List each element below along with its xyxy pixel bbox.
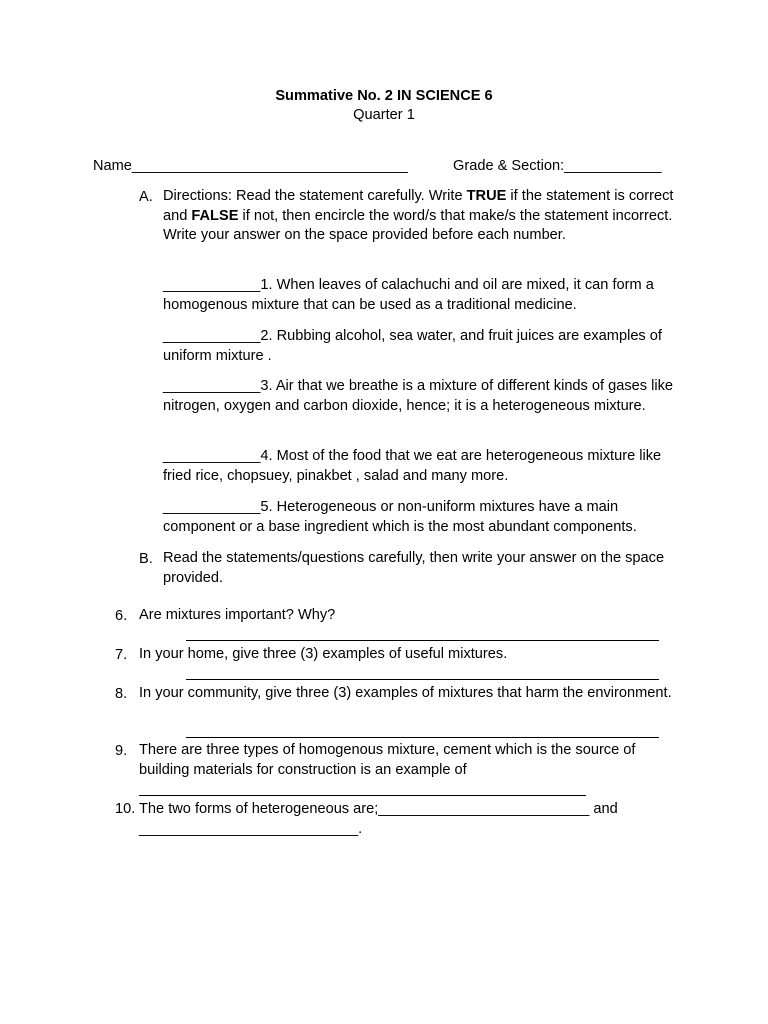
directions-text-3: if not, then encircle the word/s that make/s the statement incorrect. Write your answer on the space provided before each number. [163,207,673,244]
section-a-letter: A. [139,189,153,205]
directions-false: FALSE [191,207,239,224]
question-7-answer-line [186,679,659,680]
question-10-text-line-1: The two forms of heterogeneous are;__________________________ and [139,801,618,817]
question-9-number: 9. [115,743,128,759]
true-false-item-1: ____________1. When leaves of calachuchi and oil are mixed, it can form a homogenous mixture that can be used as a traditional medicine. [163,277,654,313]
directions-text-1: Directions: Read the statement carefully. Write [163,188,467,204]
question-7-number: 7. [115,647,128,663]
section-b-letter: B. [139,551,153,567]
directions-text-2: if the statement is correct and [163,188,674,224]
true-false-item-4: ____________4. Most of the food that we eat are heterogeneous mixture like fried rice, chopsuey, pinakbet , salad and many more. [163,448,662,484]
directions-true: TRUE [466,188,507,204]
page-subtitle: Quarter 1 [353,107,415,123]
question-9-answer-line [139,795,586,796]
true-false-item-3: ____________3. Air that we breathe is a mixture of different kinds of gases like nitrogen, oxygen and carbon dioxide, hence; it is a heterogeneous mixture. [163,378,674,414]
question-10-number: 10. [115,801,136,817]
page-title: Summative No. 2 IN SCIENCE 6 [275,88,493,104]
name-field: Name__________________________________ [93,158,408,174]
question-8-answer-line [186,737,659,738]
question-8-number: 8. [115,686,128,702]
question-6-text: Are mixtures important? Why? [139,607,336,623]
question-9-text: There are three types of homogenous mixture, cement which is the source of building materials for construction is an example of [139,742,636,778]
question-6-number: 6. [115,608,128,624]
section-a-directions [163,187,683,246]
true-false-item-2: ____________2. Rubbing alcohol, sea water, and fruit juices are examples of uniform mixture . [163,328,662,364]
section-b-directions: Read the statements/questions carefully, then write your answer on the space provided. [163,550,665,586]
grade-section-field: Grade & Section:____________ [453,158,662,174]
question-7-text: In your home, give three (3) examples of useful mixtures. [139,646,508,662]
question-10-text-line-2: ___________________________. [139,821,363,837]
question-6-answer-line [186,640,659,641]
true-false-item-5: ____________5. Heterogeneous or non-uniform mixtures have a main component or a base ingredient which is the most abundant components. [163,499,637,535]
question-8-text: In your community, give three (3) examples of mixtures that harm the environment. [139,685,672,701]
